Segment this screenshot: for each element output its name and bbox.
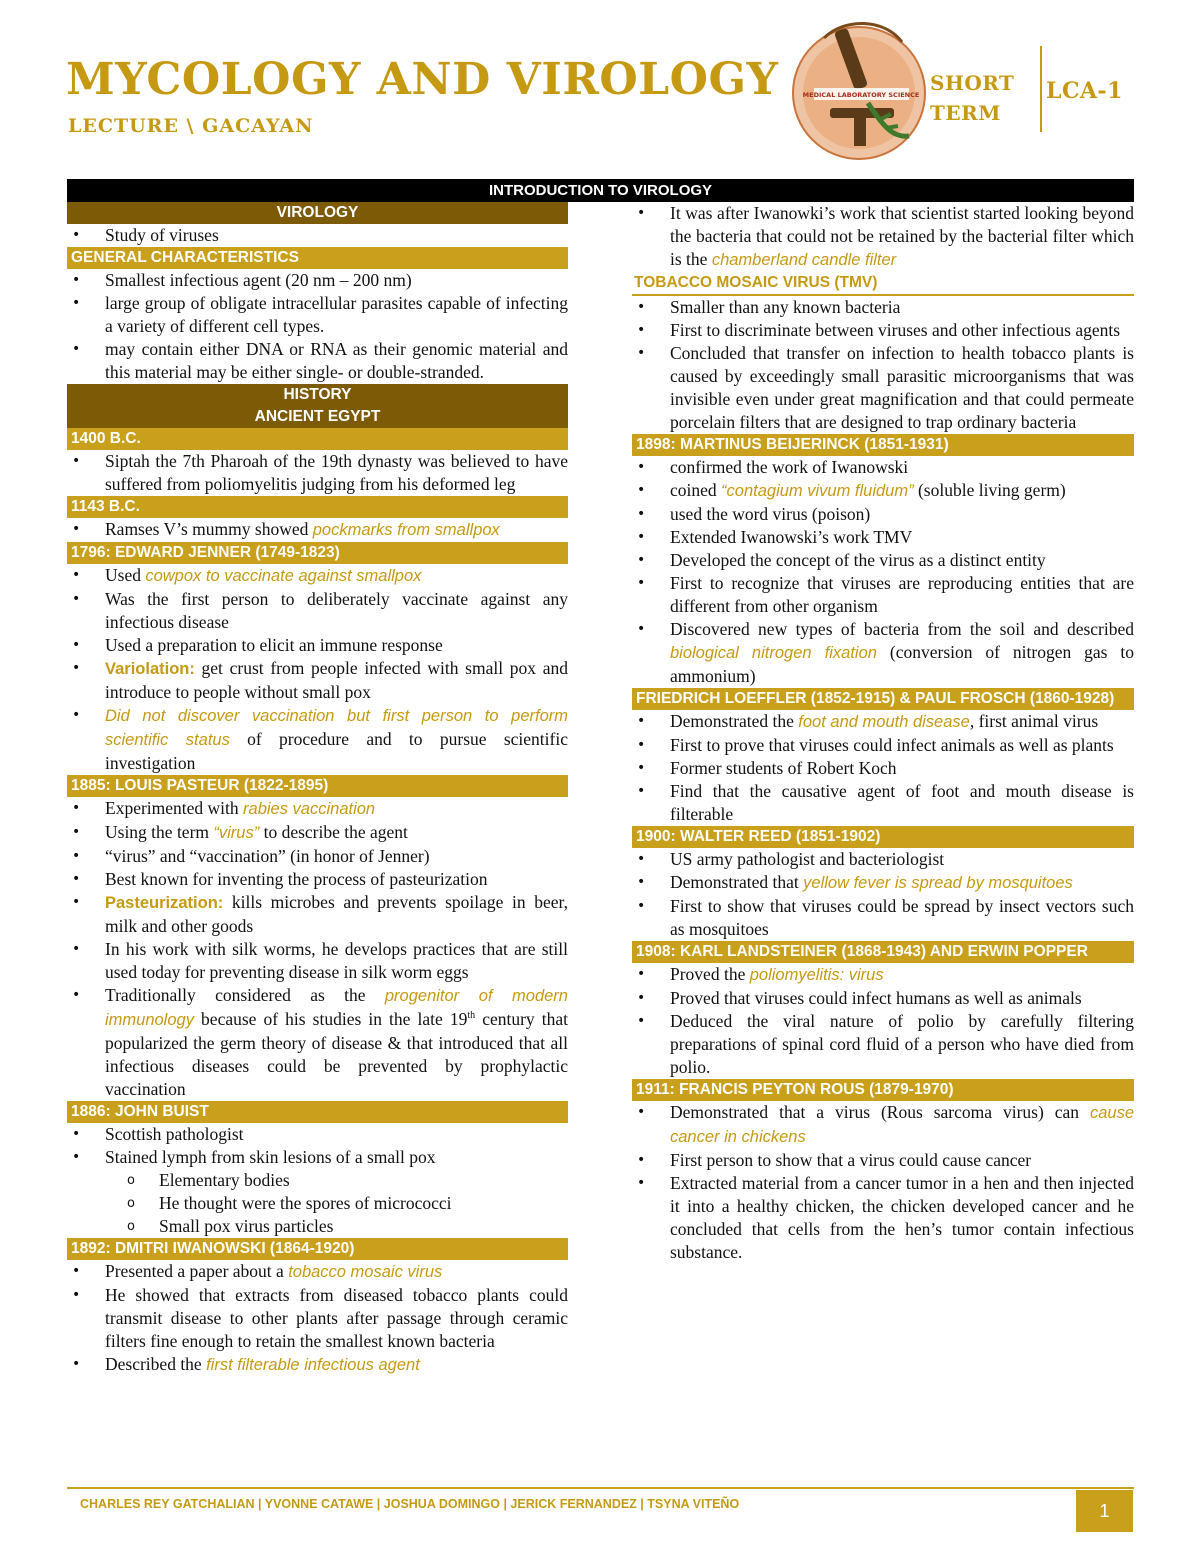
- list-item: • Extracted material from a cancer tumor in a hen and then injected it into a healthy chicken, the chicken developed cancer and he concluded that cells from the hen’s tumor contain infectious substance.: [632, 1172, 1134, 1264]
- list-item: • Developed the concept of the virus as a distinct entity: [632, 549, 1134, 572]
- list-item: • large group of obligate intracellular parasites capable of infecting a variety of different cell types.: [67, 292, 568, 338]
- list-item: • In his work with silk worms, he develops practices that are still used today for preventing disease in silk worm eggs: [67, 938, 568, 984]
- list-item: • used the word virus (poison): [632, 503, 1134, 526]
- section-1143bc: 1143 B.C.: [67, 496, 568, 518]
- list-item: • Using the term “virus” to describe the agent: [67, 821, 568, 845]
- list-item: • First to discriminate between viruses and other infectious agents: [632, 319, 1134, 342]
- list-item: • Proved the poliomyelitis: virus: [632, 963, 1134, 987]
- list-item: • Study of viruses: [67, 224, 568, 247]
- list-item: • Described the first filterable infectious agent: [67, 1353, 568, 1377]
- list-item: • Presented a paper about a tobacco mosaic virus: [67, 1260, 568, 1284]
- list-item: • Used cowpox to vaccinate against smallpox: [67, 564, 568, 588]
- list-item: • coined “contagium vivum fluidum” (soluble living germ): [632, 479, 1134, 503]
- sub-list-item: o Small pox virus particles: [67, 1215, 568, 1238]
- section-1400bc: 1400 B.C.: [67, 428, 568, 450]
- list-item: • Ramses V’s mummy showed pockmarks from smallpox: [67, 518, 568, 542]
- section-loeffler-frosch: FRIEDRICH LOEFFLER (1852-1915) & PAUL FROSCH (1860-1928): [632, 688, 1134, 710]
- list-item: • Demonstrated the foot and mouth disease, first animal virus: [632, 710, 1134, 734]
- section-jenner: 1796: EDWARD JENNER (1749-1823): [67, 542, 568, 564]
- list-item: • First to prove that viruses could infect animals as well as plants: [632, 734, 1134, 757]
- header-divider: [1040, 46, 1042, 132]
- section-history: HISTORY ANCIENT EGYPT: [67, 384, 568, 428]
- section-general-characteristics: GENERAL CHARACTERISTICS: [67, 247, 568, 269]
- list-item: • Experimented with rabies vaccination: [67, 797, 568, 821]
- left-column: [67, 202, 568, 1377]
- list-item: • Former students of Robert Koch: [632, 757, 1134, 780]
- footer-divider: [67, 1487, 1134, 1489]
- list-item: • Proved that viruses could infect humans as well as animals: [632, 987, 1134, 1010]
- list-item: • Traditionally considered as the progenitor of modern immunology because of his studies in the late 19th century that popularized the germ theory of disease & that introduced that all infectious diseases could be prevented by prophylactic vaccination: [67, 984, 568, 1101]
- list-item: • Deduced the viral nature of polio by carefully filtering preparations of spinal cord fluid of a person who have died from polio.: [632, 1010, 1134, 1079]
- list-item: • Demonstrated that yellow fever is spread by mosquitoes: [632, 871, 1134, 895]
- list-item: • Best known for inventing the process of pasteurization: [67, 868, 568, 891]
- section-rous: 1911: FRANCIS PEYTON ROUS (1879-1970): [632, 1079, 1134, 1101]
- list-item: • may contain either DNA or RNA as their genomic material and this material may be either single- or double-stranded.: [67, 338, 568, 384]
- list-item: • US army pathologist and bacteriologist: [632, 848, 1134, 871]
- list-item: • Scottish pathologist: [67, 1123, 568, 1146]
- section-tmv: TOBACCO MOSAIC VIRUS (TMV): [632, 272, 1134, 296]
- list-item: • confirmed the work of Iwanowski: [632, 456, 1134, 479]
- list-item: • Was the first person to deliberately vaccinate against any infectious disease: [67, 588, 568, 634]
- list-item: • Pasteurization: kills microbes and prevents spoilage in beer, milk and other goods: [67, 891, 568, 938]
- list-item: • First to recognize that viruses are reproducing entities that are different from other organism: [632, 572, 1134, 618]
- list-item: • Stained lymph from skin lesions of a small pox: [67, 1146, 568, 1169]
- list-item: • “virus” and “vaccination” (in honor of Jenner): [67, 845, 568, 868]
- list-item: • Demonstrated that a virus (Rous sarcoma virus) can cause cancer in chickens: [632, 1101, 1134, 1149]
- lecture-code: LCA-1: [1046, 78, 1123, 104]
- sub-list-item: o Elementary bodies: [67, 1169, 568, 1192]
- section-iwanowski: 1892: DMITRI IWANOWSKI (1864-1920): [67, 1238, 568, 1260]
- document-subtitle: LECTURE \ GACAYAN: [68, 115, 314, 137]
- list-item: • Did not discover vaccination but first person to perform scientific status of procedure and to pursue scientific investigation: [67, 704, 568, 775]
- logo-text: MEDICAL LABORATORY SCIENCE: [802, 91, 920, 99]
- section-pasteur: 1885: LOUIS PASTEUR (1822-1895): [67, 775, 568, 797]
- short-term-label: SHORT TERM: [930, 71, 1015, 125]
- document-title: MYCOLOGY AND VIROLOGY: [66, 54, 779, 105]
- section-buist: 1886: JOHN BUIST: [67, 1101, 568, 1123]
- footer-authors: CHARLES REY GATCHALIAN | YVONNE CATAWE | JOSHUA DOMINGO | JERICK FERNANDEZ | TSYNA VITEÑO: [80, 1497, 740, 1511]
- list-item: • Variolation: get crust from people infected with small pox and introduce to people without small pox: [67, 657, 568, 704]
- page-number: 1: [1076, 1490, 1133, 1532]
- section-beijerinck: 1898: MARTINUS BEIJERINCK (1851-1931): [632, 434, 1134, 456]
- section-reed: 1900: WALTER REED (1851-1902): [632, 826, 1134, 848]
- list-item: • Siptah the 7th Pharoah of the 19th dynasty was believed to have suffered from poliomyelitis judging from his deformed leg: [67, 450, 568, 496]
- list-item: • First to show that viruses could be spread by insect vectors such as mosquitoes: [632, 895, 1134, 941]
- list-item: • It was after Iwanowki’s work that scientist started looking beyond the bacteria that could not be retained by the bacterial filter which is the chamberland candle filter: [632, 202, 1134, 272]
- section-landsteiner-popper: 1908: KARL LANDSTEINER (1868-1943) AND ERWIN POPPER: [632, 941, 1134, 963]
- list-item: • Smaller than any known bacteria: [632, 296, 1134, 319]
- list-item: • Smallest infectious agent (20 nm – 200 nm): [67, 269, 568, 292]
- section-virology: VIROLOGY: [67, 202, 568, 224]
- list-item: • Extended Iwanowski’s work TMV: [632, 526, 1134, 549]
- list-item: • Used a preparation to elicit an immune response: [67, 634, 568, 657]
- list-item: • Concluded that transfer on infection to health tobacco plants is caused by exceedingly small parasitic microorganisms that was invisible even under great magnification and that could permeate porcelain filters that are designed to trap ordinary bacteria: [632, 342, 1134, 434]
- list-item: • He showed that extracts from diseased tobacco plants could transmit disease to other plants after passage through ceramic filters fine enough to retain the smallest known bacteria: [67, 1284, 568, 1353]
- list-item: • First person to show that a virus could cause cancer: [632, 1149, 1134, 1172]
- list-item: • Discovered new types of bacteria from the soil and described biological nitrogen fixation (conversion of nitrogen gas to ammonium): [632, 618, 1134, 688]
- section-main-title: INTRODUCTION TO VIROLOGY: [67, 179, 1134, 202]
- list-item: • Find that the causative agent of foot and mouth disease is filterable: [632, 780, 1134, 826]
- sub-list-item: o He thought were the spores of micrococci: [67, 1192, 568, 1215]
- right-column: [632, 202, 1134, 1264]
- mls-logo-icon: [784, 8, 934, 178]
